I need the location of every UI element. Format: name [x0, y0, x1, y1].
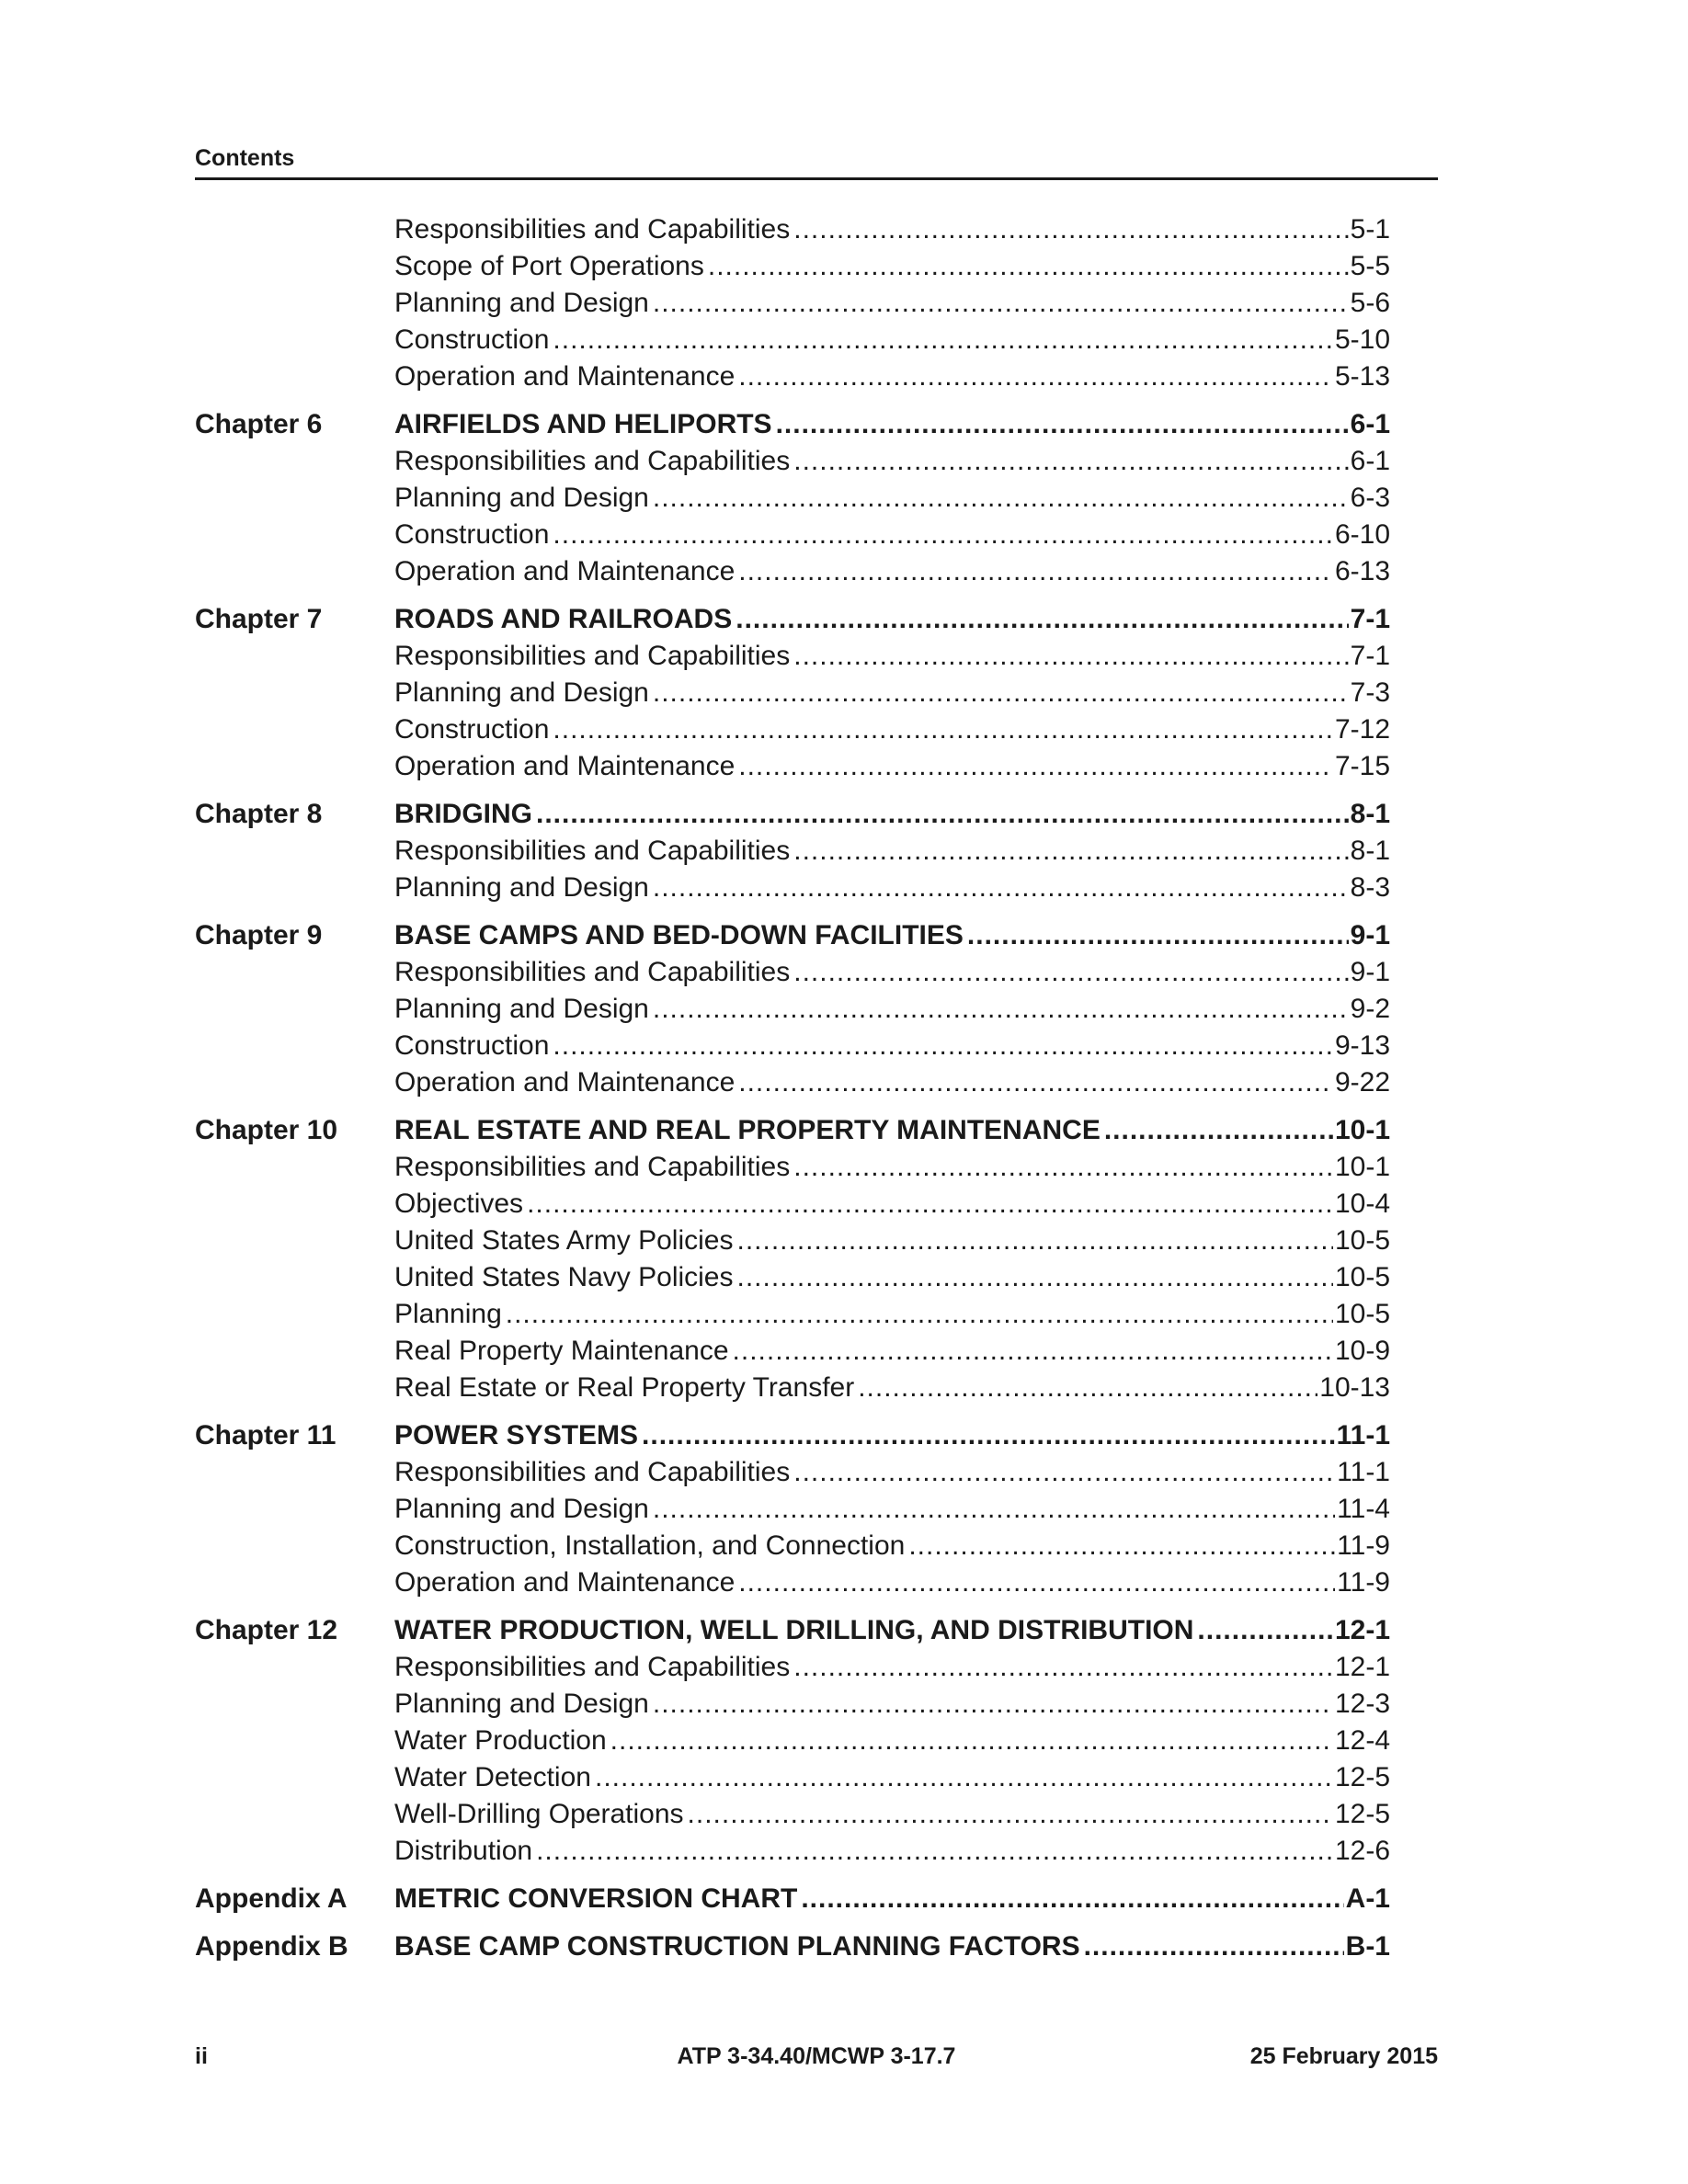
- entry-line: [394, 211, 1390, 248]
- entry-title: Operation and Maintenance: [394, 361, 736, 392]
- entry-title: United States Navy Policies: [394, 1262, 734, 1292]
- entry-line: [394, 1759, 1390, 1796]
- entry-line: [394, 1528, 1390, 1564]
- section-entry[interactable]: [195, 1796, 1390, 1833]
- entry-line: [394, 1112, 1390, 1149]
- entry-label: Chapter 9: [195, 920, 323, 950]
- section-entry[interactable]: [195, 322, 1390, 358]
- entry-label: Chapter 12: [195, 1615, 338, 1645]
- dot-leader: [908, 1528, 1335, 1564]
- entry-line: [394, 517, 1390, 553]
- dot-leader: [793, 443, 1348, 480]
- section-entry[interactable]: [195, 1064, 1390, 1101]
- entry-title: BASE CAMP CONSTRUCTION PLANNING FACTORS: [394, 1931, 1080, 1962]
- entry-line: [394, 1028, 1390, 1064]
- dot-leader: [738, 358, 1333, 395]
- section-entry[interactable]: [195, 1723, 1390, 1759]
- chapter-entry[interactable]: [195, 1612, 1390, 1649]
- entry-page-number: 11-1: [1337, 1457, 1390, 1487]
- entry-page-number: 12-5: [1334, 1762, 1390, 1792]
- entry-page-number: 11-9: [1337, 1530, 1390, 1561]
- entry-title: Planning and Design: [394, 872, 649, 903]
- entry-page-number: 9-22: [1334, 1067, 1390, 1098]
- entry-title: Well-Drilling Operations: [394, 1799, 684, 1829]
- entry-page-number: 5-6: [1350, 288, 1390, 318]
- entry-line: [394, 1796, 1390, 1833]
- section-entry[interactable]: [195, 211, 1390, 248]
- entry-title: Responsibilities and Capabilities: [394, 214, 791, 245]
- section-entry[interactable]: [195, 1759, 1390, 1796]
- section-entry[interactable]: [195, 1833, 1390, 1870]
- section-entry[interactable]: [195, 1564, 1390, 1601]
- dot-leader: [527, 1186, 1333, 1223]
- entry-title: Planning and Design: [394, 677, 649, 708]
- entry-line: [394, 1186, 1390, 1223]
- entry-title: AIRFIELDS AND HELIPORTS: [394, 409, 772, 439]
- dot-leader: [553, 711, 1333, 748]
- running-header: [195, 145, 1438, 180]
- entry-line: [394, 991, 1390, 1028]
- entry-line: [394, 1296, 1390, 1333]
- chapter-entry[interactable]: [195, 1417, 1390, 1454]
- appendix-entry[interactable]: [195, 1881, 1390, 1917]
- dot-leader: [553, 1028, 1333, 1064]
- dot-leader: [733, 1333, 1333, 1370]
- entry-title: Responsibilities and Capabilities: [394, 1457, 791, 1487]
- entry-title: Operation and Maintenance: [394, 1067, 736, 1098]
- footer-publication-id: ATP 3-34.40/MCWP 3-17.7: [677, 2043, 956, 2069]
- dot-leader: [610, 1723, 1333, 1759]
- entry-page-number: 10-13: [1319, 1372, 1390, 1403]
- entry-title: METRIC CONVERSION CHART: [394, 1883, 798, 1914]
- entry-line: [394, 675, 1390, 711]
- entry-line: [394, 1564, 1390, 1601]
- entry-title: Construction: [394, 324, 550, 355]
- entry-page-number: 8-1: [1350, 799, 1390, 829]
- entry-line: [394, 954, 1390, 991]
- entry-line: [394, 1649, 1390, 1686]
- dot-leader: [858, 1370, 1317, 1406]
- dot-leader: [793, 1454, 1335, 1491]
- entry-title: Responsibilities and Capabilities: [394, 1152, 791, 1182]
- dot-leader: [653, 675, 1349, 711]
- dot-leader: [1104, 1112, 1333, 1149]
- entry-page-number: 6-10: [1334, 519, 1390, 550]
- entry-label: Chapter 10: [195, 1115, 338, 1145]
- section-entry[interactable]: [195, 1296, 1390, 1333]
- entry-page-number: 8-3: [1350, 872, 1390, 903]
- entry-page-number: 6-13: [1334, 556, 1390, 586]
- entry-title: Planning and Design: [394, 483, 649, 513]
- entry-title: Water Detection: [394, 1762, 591, 1792]
- entry-title: Planning and Design: [394, 1494, 649, 1524]
- page-footer: [195, 2043, 1438, 2073]
- section-entry[interactable]: [195, 1186, 1390, 1223]
- entry-page-number: 11-1: [1336, 1420, 1390, 1450]
- section-entry[interactable]: [195, 480, 1390, 517]
- section-entry[interactable]: [195, 1454, 1390, 1491]
- footer-date: 25 February 2015: [1249, 2043, 1438, 2069]
- entry-line: [394, 1928, 1390, 1965]
- entry-line: [394, 1881, 1390, 1917]
- section-entry[interactable]: [195, 553, 1390, 590]
- dot-leader: [653, 870, 1349, 906]
- entry-line: [394, 1723, 1390, 1759]
- dot-leader: [1084, 1928, 1344, 1965]
- table-of-contents: [195, 211, 1390, 1965]
- entry-title: Construction: [394, 714, 550, 745]
- dot-leader: [506, 1296, 1333, 1333]
- entry-page-number: 10-4: [1334, 1189, 1390, 1219]
- entry-title: Objectives: [394, 1189, 524, 1219]
- dot-leader: [776, 406, 1349, 443]
- section-entry[interactable]: [195, 675, 1390, 711]
- entry-line: [394, 638, 1390, 675]
- section-entry[interactable]: [195, 1333, 1390, 1370]
- footer-page-number: ii: [195, 2043, 208, 2069]
- dot-leader: [793, 211, 1348, 248]
- dot-leader: [653, 991, 1349, 1028]
- dot-leader: [553, 322, 1333, 358]
- entry-title: Planning and Design: [394, 1689, 649, 1719]
- section-entry[interactable]: [195, 638, 1390, 675]
- section-entry[interactable]: [195, 870, 1390, 906]
- entry-label: Appendix A: [195, 1883, 348, 1914]
- entry-page-number: 6-1: [1350, 409, 1390, 439]
- section-entry[interactable]: [195, 1528, 1390, 1564]
- entry-line: [394, 1149, 1390, 1186]
- dot-leader: [688, 1796, 1333, 1833]
- section-entry[interactable]: [195, 1686, 1390, 1723]
- entry-line: [394, 358, 1390, 395]
- entry-page-number: 9-2: [1350, 994, 1390, 1024]
- entry-label: Chapter 6: [195, 409, 323, 439]
- entry-line: [394, 443, 1390, 480]
- entry-line: [394, 322, 1390, 358]
- entry-line: [394, 917, 1390, 954]
- section-entry[interactable]: [195, 358, 1390, 395]
- entry-page-number: 12-5: [1334, 1799, 1390, 1829]
- section-entry[interactable]: [195, 748, 1390, 785]
- entry-line: [394, 1064, 1390, 1101]
- section-entry[interactable]: [195, 1149, 1390, 1186]
- entry-page-number: 11-9: [1337, 1567, 1390, 1598]
- entry-page-number: 5-5: [1350, 251, 1390, 281]
- entry-label: Chapter 7: [195, 604, 323, 634]
- section-entry[interactable]: [195, 1649, 1390, 1686]
- section-entry[interactable]: [195, 1491, 1390, 1528]
- entry-line: [394, 711, 1390, 748]
- entry-label: Chapter 11: [195, 1420, 336, 1450]
- entry-title: Responsibilities and Capabilities: [394, 957, 791, 987]
- entry-title: BRIDGING: [394, 799, 532, 829]
- entry-line: [394, 1833, 1390, 1870]
- dot-leader: [595, 1759, 1333, 1796]
- entry-page-number: 7-15: [1334, 751, 1390, 781]
- chapter-entry[interactable]: [195, 1112, 1390, 1149]
- entry-line: [394, 1454, 1390, 1491]
- dot-leader: [793, 833, 1348, 870]
- entry-line: [394, 1223, 1390, 1259]
- entry-page-number: 10-1: [1334, 1115, 1390, 1145]
- dot-leader: [793, 1149, 1333, 1186]
- dot-leader: [738, 1064, 1333, 1101]
- header-section-title: Contents: [195, 145, 295, 171]
- entry-title: Distribution: [394, 1836, 533, 1866]
- entry-title: Responsibilities and Capabilities: [394, 836, 791, 866]
- entry-page-number: 9-1: [1350, 957, 1390, 987]
- dot-leader: [553, 517, 1333, 553]
- entry-title: REAL ESTATE AND REAL PROPERTY MAINTENANCE: [394, 1115, 1101, 1145]
- entry-line: [394, 1333, 1390, 1370]
- section-entry[interactable]: [195, 711, 1390, 748]
- chapter-entry[interactable]: [195, 406, 1390, 443]
- entry-title: Operation and Maintenance: [394, 751, 736, 781]
- entry-page-number: 12-6: [1334, 1836, 1390, 1866]
- section-entry[interactable]: [195, 248, 1390, 285]
- entry-page-number: 12-3: [1334, 1689, 1390, 1719]
- entry-title: Real Estate or Real Property Transfer: [394, 1372, 855, 1403]
- entry-page-number: 8-1: [1350, 836, 1390, 866]
- entry-page-number: 10-5: [1334, 1299, 1390, 1329]
- dot-leader: [793, 638, 1348, 675]
- entry-page-number: 5-1: [1350, 214, 1390, 245]
- entry-line: [394, 748, 1390, 785]
- entry-title: Planning: [394, 1299, 502, 1329]
- entry-page-number: 5-10: [1334, 324, 1390, 355]
- entry-page-number: 10-1: [1334, 1152, 1390, 1182]
- section-entry[interactable]: [195, 1370, 1390, 1406]
- dot-leader: [736, 601, 1348, 638]
- entry-line: [394, 285, 1390, 322]
- entry-title: POWER SYSTEMS: [394, 1420, 639, 1450]
- entry-title: Operation and Maintenance: [394, 556, 736, 586]
- dot-leader: [967, 917, 1349, 954]
- entry-line: [394, 1612, 1390, 1649]
- entry-line: [394, 1417, 1390, 1454]
- section-entry[interactable]: [195, 517, 1390, 553]
- entry-page-number: 6-3: [1350, 483, 1390, 513]
- section-entry[interactable]: [195, 285, 1390, 322]
- entry-title: Responsibilities and Capabilities: [394, 446, 791, 476]
- entry-title: Water Production: [394, 1725, 607, 1756]
- dot-leader: [801, 1881, 1343, 1917]
- section-entry[interactable]: [195, 954, 1390, 991]
- entry-line: [394, 553, 1390, 590]
- dot-leader: [737, 1259, 1333, 1296]
- entry-title: WATER PRODUCTION, WELL DRILLING, AND DISTRIBUTION: [394, 1615, 1194, 1645]
- dot-leader: [653, 1491, 1335, 1528]
- dot-leader: [1197, 1612, 1333, 1649]
- entry-page-number: 5-13: [1334, 361, 1390, 392]
- dot-leader: [536, 1833, 1333, 1870]
- entry-line: [394, 796, 1390, 833]
- entry-page-number: 7-1: [1350, 604, 1390, 634]
- entry-title: Scope of Port Operations: [394, 251, 704, 281]
- section-entry[interactable]: [195, 833, 1390, 870]
- entry-page-number: 12-1: [1334, 1652, 1390, 1682]
- entry-title: Responsibilities and Capabilities: [394, 1652, 791, 1682]
- entry-line: [394, 870, 1390, 906]
- section-entry[interactable]: [195, 991, 1390, 1028]
- entry-page-number: 7-12: [1334, 714, 1390, 745]
- dot-leader: [536, 796, 1349, 833]
- entry-line: [394, 1370, 1390, 1406]
- entry-line: [394, 833, 1390, 870]
- chapter-entry[interactable]: [195, 601, 1390, 638]
- entry-label: Chapter 8: [195, 799, 323, 829]
- entry-page-number: 9-1: [1350, 920, 1390, 950]
- entry-page-number: 7-3: [1350, 677, 1390, 708]
- appendix-entry[interactable]: [195, 1928, 1390, 1965]
- dot-leader: [793, 954, 1348, 991]
- entry-page-number: 9-13: [1334, 1030, 1390, 1061]
- entry-label: Appendix B: [195, 1931, 348, 1962]
- dot-leader: [642, 1417, 1335, 1454]
- entry-line: [394, 248, 1390, 285]
- dot-leader: [738, 1564, 1335, 1601]
- entry-line: [394, 406, 1390, 443]
- section-entry[interactable]: [195, 443, 1390, 480]
- entry-page-number: A-1: [1345, 1883, 1390, 1914]
- entry-page-number: 12-1: [1334, 1615, 1390, 1645]
- entry-page-number: 6-1: [1350, 446, 1390, 476]
- entry-line: [394, 480, 1390, 517]
- entry-page-number: 10-9: [1334, 1336, 1390, 1366]
- dot-leader: [736, 1223, 1332, 1259]
- entry-title: Planning and Design: [394, 994, 649, 1024]
- section-entry[interactable]: [195, 1259, 1390, 1296]
- entry-line: [394, 1686, 1390, 1723]
- entry-title: Responsibilities and Capabilities: [394, 641, 791, 671]
- dot-leader: [708, 248, 1349, 285]
- entry-page-number: 10-5: [1334, 1225, 1390, 1256]
- entry-title: Planning and Design: [394, 288, 649, 318]
- dot-leader: [793, 1649, 1333, 1686]
- entry-title: Real Property Maintenance: [394, 1336, 729, 1366]
- dot-leader: [738, 553, 1333, 590]
- dot-leader: [653, 285, 1349, 322]
- entry-title: Construction: [394, 1030, 550, 1061]
- entry-page-number: B-1: [1345, 1931, 1390, 1962]
- entry-line: [394, 1491, 1390, 1528]
- dot-leader: [653, 480, 1349, 517]
- entry-page-number: 7-1: [1350, 641, 1390, 671]
- dot-leader: [738, 748, 1333, 785]
- entry-page-number: 12-4: [1334, 1725, 1390, 1756]
- entry-line: [394, 601, 1390, 638]
- entry-title: ROADS AND RAILROADS: [394, 604, 733, 634]
- entry-title: Construction: [394, 519, 550, 550]
- dot-leader: [653, 1686, 1333, 1723]
- chapter-entry[interactable]: [195, 796, 1390, 833]
- chapter-entry[interactable]: [195, 917, 1390, 954]
- section-entry[interactable]: [195, 1223, 1390, 1259]
- entry-title: Construction, Installation, and Connection: [394, 1530, 906, 1561]
- entry-title: BASE CAMPS AND BED-DOWN FACILITIES: [394, 920, 964, 950]
- entry-page-number: 11-4: [1337, 1494, 1390, 1524]
- entry-line: [394, 1259, 1390, 1296]
- entry-page-number: 10-5: [1334, 1262, 1390, 1292]
- section-entry[interactable]: [195, 1028, 1390, 1064]
- entry-title: United States Army Policies: [394, 1225, 734, 1256]
- entry-title: Operation and Maintenance: [394, 1567, 736, 1598]
